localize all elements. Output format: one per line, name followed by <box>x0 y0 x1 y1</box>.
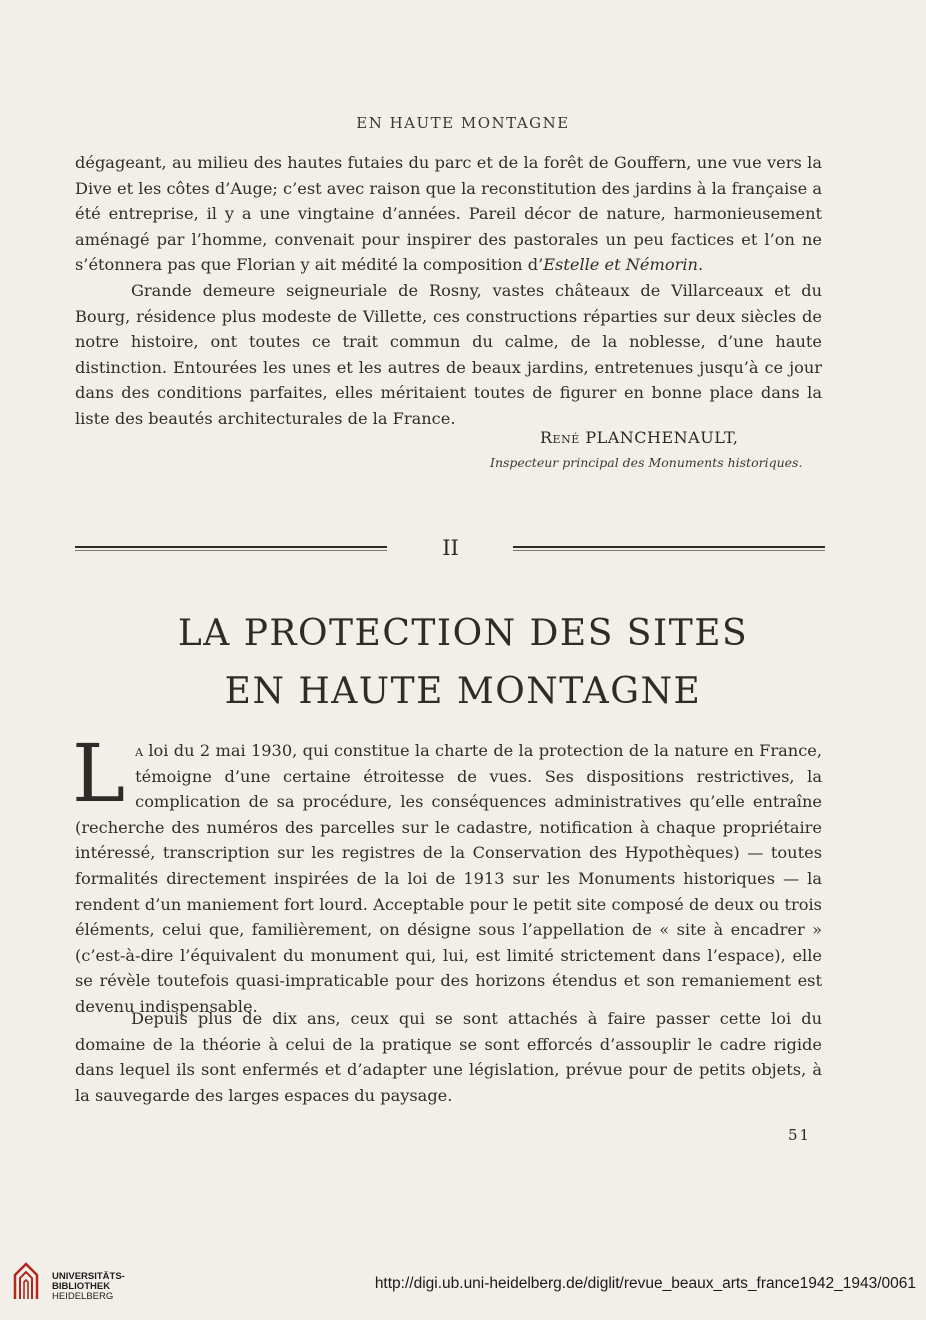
intro-paragraph-1-italic: Estelle et Némorin <box>543 255 698 275</box>
library-name-line-2: BIBLIOTHEK <box>52 1281 111 1292</box>
intro-paragraph-1-end: . <box>697 255 704 275</box>
library-name <box>52 1272 125 1302</box>
author-first-name: René <box>540 428 580 447</box>
intro-paragraph-2: Grande demeure seigneuriale de Rosny, vastes châteaux de Villarceaux et du Bourg, résidence plus modeste de Villette, ces constructions réparties sur deux siècles de notre histoire, ont toutes ce trait commun du calme, de la noblesse, d’une haute distinction. Entourées les unes et les autres de beaux jardins, entretenues jusqu’à ce jour dans des conditions parfaites, elles méritaient toutes de figurer en bonne place dans la liste des beautés architecturales de la France. <box>75 281 822 428</box>
author-signature <box>540 428 738 447</box>
author-last-name: PLANCHENAULT, <box>585 428 739 447</box>
article-paragraph-1 <box>72 727 822 1020</box>
article-title <box>0 605 926 721</box>
divider-rule-right <box>513 546 825 551</box>
article-paragraph-1-text: loi du 2 mai 1930, qui constitue la charte de la protection de la nature en France, témoigne d’une certaine étroitesse de vues. Ses dispositions restrictives, la complication de sa procédure, les conséquences administratives qu’elle entraîne (recherche des numéros des parcelles sur le cadastre, notification à chaque propriétaire intéressé, transcription sur les registres de la Conservation des Hypothèques) — toutes formalités directement inspirées de la loi de 1913 sur les Monuments historiques — la rendent d’un maniement fort lourd. Acceptable pour le petit site composé de deux ou trois éléments, celui que, familièrement, on désigne sous l’appellation de « site à encadrer » (c’est-à-dire l’équivalent du monument qui, lui, est limité strictement dans l’espace), elle se révèle toutefois quasi-impraticable pour des horizons étendus et son remaniement est devenu indispensable. <box>75 741 822 1016</box>
running-head: EN HAUTE MONTAGNE <box>356 114 570 132</box>
drop-cap: L <box>72 727 126 820</box>
article-title-line-2: EN HAUTE MONTAGNE <box>224 671 702 712</box>
divider-rule-left <box>75 546 387 551</box>
page-number: 51 <box>788 1126 812 1144</box>
lead-word: a <box>135 741 144 760</box>
article-title-line-1: LA PROTECTION DES SITES <box>177 613 749 654</box>
section-numeral: II <box>442 536 459 560</box>
source-url-link[interactable]: http://digi.ub.uni-heidelberg.de/diglit/revue_beaux_arts_france1942_1943/0061 <box>374 1275 916 1292</box>
library-name-line-1: UNIVERSITÄTS- <box>52 1271 125 1282</box>
intro-paragraph-1-text: dégageant, au milieu des hautes futaies du parc et de la forêt de Gouffern, une vue vers la Dive et les côtes d’Auge; c’est avec raison que la reconstitution des jardins à la française a été entreprise, il y a une vingtaine d’années. Pareil décor de nature, harmonieusement aménagé par l’homme, convenait pour inspirer des pastorales un peu factices et l’on ne s’étonnera pas que Florian y ait médité la composition d’ <box>75 153 822 275</box>
section-divider <box>75 536 825 560</box>
library-crest-icon <box>12 1261 40 1301</box>
intro-paragraph-1 <box>75 150 822 278</box>
article-paragraph-2: Depuis plus de dix ans, ceux qui se sont attachés à faire passer cette loi du domaine de la théorie à celui de la pratique se sont efforcés d’assouplir le cadre rigide dans lequel ils sont enfermés et d’adapter une législation, prévue pour de petits objets, à la sauvegarde des larges espaces du paysage. <box>75 1009 822 1105</box>
author-title: Inspecteur principal des Monuments historiques. <box>490 455 803 470</box>
library-name-line-3: HEIDELBERG <box>52 1291 114 1302</box>
